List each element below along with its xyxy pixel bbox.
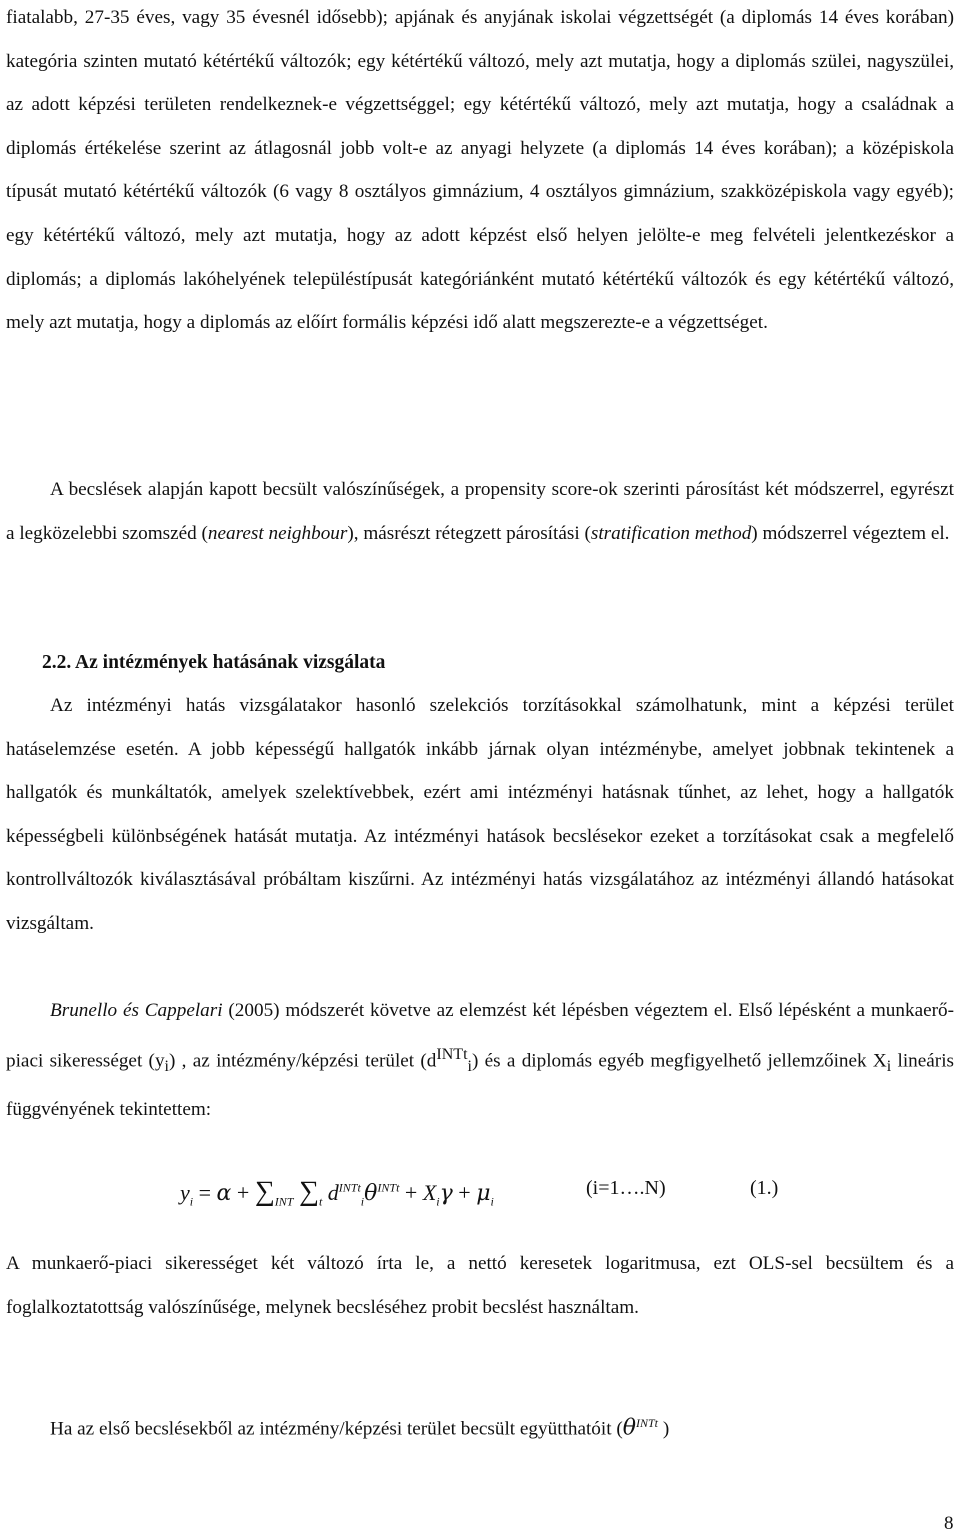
equation-expression — [180, 1176, 494, 1209]
paragraph-method-description — [6, 989, 954, 1132]
text-span: A becslések alapján kapott becsült valószínűségek, a propensity score-ok szerinti párosítást két módszerrel, egyrészt a legközelebbi szomszéd ( — [6, 479, 954, 544]
eq-sub: i — [360, 1194, 365, 1209]
text-span: ) és a diplomás egyéb megfigyelhető jellemzőinek X — [471, 1049, 887, 1071]
eq-sub: i — [189, 1194, 194, 1209]
text-span: ), másrészt rétegzett párosítási ( — [347, 522, 591, 544]
eq-sum: ∑ — [298, 1176, 319, 1207]
eq-sub: i — [436, 1194, 440, 1209]
eq-y: y — [180, 1180, 190, 1205]
eq-mu: μ — [476, 1181, 491, 1206]
subscript: i — [886, 1057, 892, 1075]
italic-term: nearest neighbour — [207, 522, 348, 544]
eq-gamma: γ — [439, 1181, 453, 1206]
text-span: ) — [658, 1418, 670, 1440]
eq-equals: = — [193, 1180, 217, 1205]
paragraph-institution-effects: Az intézményi hatás vizsgálatakor hasonló szelekciós torzításokkal számolhatunk, mint a képzési terület hatáselemzése esetén. A jobb képességű hallgatók inkább járnak olyan intézménybe, amelyet jobbnak tekintenek a hallgatók és munkáltatók, amelyek szelektívebbek, ezért ami intézményi hatásnak tűnhet, az lehet, hogy a hallgatók képességbeli különbségének hatását mutatja. Az intézményi hatások becslésekor ezeket a torzításokat csak a megfelelő kontrollváltozók kiválasztásával próbáltam kiszűrni. Az intézményi hatás vizsgálatához az intézményi állandó hatásokat vizsgáltam. — [6, 695, 954, 934]
subscript: i — [164, 1057, 169, 1075]
eq-sum: ∑ — [254, 1176, 275, 1207]
text-span: (2005) módszerét követve az elemzést két lépésben végeztem el. Első lépésként a munkaerő-piaci sikerességet (y — [6, 1000, 954, 1071]
eq-sub: t — [318, 1194, 323, 1209]
paragraph-estimation: A munkaerő-piaci sikerességet két változó írta le, a nettó keresetek logaritmusa, ezt OLS-sel becsültem és a foglalkoztatottság valószínűsége, melynek becsléséhez probit becslést használtam. — [6, 1253, 954, 1318]
eq-sup: INTt — [338, 1180, 361, 1195]
italic-term: stratification method — [590, 522, 752, 544]
paragraph-matching-methods — [6, 468, 954, 555]
text-span: ) módszerrel végeztem el. — [751, 522, 950, 544]
eq-sub: i — [490, 1194, 494, 1209]
eq-plus: + — [231, 1180, 255, 1205]
eq-sub: INT — [274, 1194, 294, 1209]
eq-d: d — [327, 1180, 339, 1205]
eq-x: X — [422, 1180, 437, 1205]
section-heading: 2.2. Az intézmények hatásának vizsgálata — [42, 652, 386, 673]
text-span: Ha az első becslésekből az intézmény/képzési terület becsült együtthatóit ( — [50, 1418, 623, 1440]
superscript: INTt — [636, 1416, 659, 1430]
eq-plus: + — [452, 1180, 477, 1205]
eq-plus: + — [399, 1180, 423, 1205]
equation-number: (1.) — [750, 1177, 779, 1199]
text-span: lineáris függvényének tekintettem: — [6, 1049, 954, 1121]
paragraph-coefficients — [6, 1402, 954, 1451]
eq-theta: θ — [364, 1181, 378, 1206]
eq-sup: INTt — [377, 1180, 400, 1195]
citation-authors: Brunello és Cappelari — [50, 1000, 223, 1021]
page-number: 8 — [944, 1513, 954, 1534]
text-span: ) , az intézmény/képzési terület (d — [169, 1049, 437, 1071]
superscript: INTt — [436, 1045, 468, 1063]
eq-alpha: α — [216, 1181, 232, 1206]
equation-range: (i=1….N) — [586, 1177, 666, 1199]
paragraph-control-variables: fiatalabb, 27-35 éves, vagy 35 évesnél idősebb); apjának és anyjának iskolai végzettségét (a diplomás 14 éves korában) kategória szinten mutató kétértékű változók; egy kétértékű változó, mely azt mutatja, hogy a diplomás szülei, nagyszülei, az adott képzési területen rendelkeznek-e végzettséggel; egy kétértékű változó, mely azt mutatja, hogy a családnak a diplomás értékelése szerint az átlagosnál jobb volt-e az anyagi helyzete (a diplomás 14 éves korában); a középiskola típusát mutató kétértékű változók (6 vagy 8 osztályos gimnázium, 4 osztályos gimnázium, szakközépiskola vagy egyéb); egy kétértékű változó, mely azt mutatja, hogy az adott képzést első helyen jelölte-e meg felvételi jelentkezéskor a diplomás; a diplomás lakóhelyének településtípusát kategóriánként mutató kétértékű változók és egy kétértékű változó, mely azt mutatja, hogy a diplomás az előírt formális képzési idő alatt megszerezte-e a végzettséget. — [6, 7, 954, 334]
theta-symbol: θ — [622, 1415, 636, 1441]
equation-1 — [180, 1162, 840, 1222]
subscript: i — [467, 1057, 472, 1075]
